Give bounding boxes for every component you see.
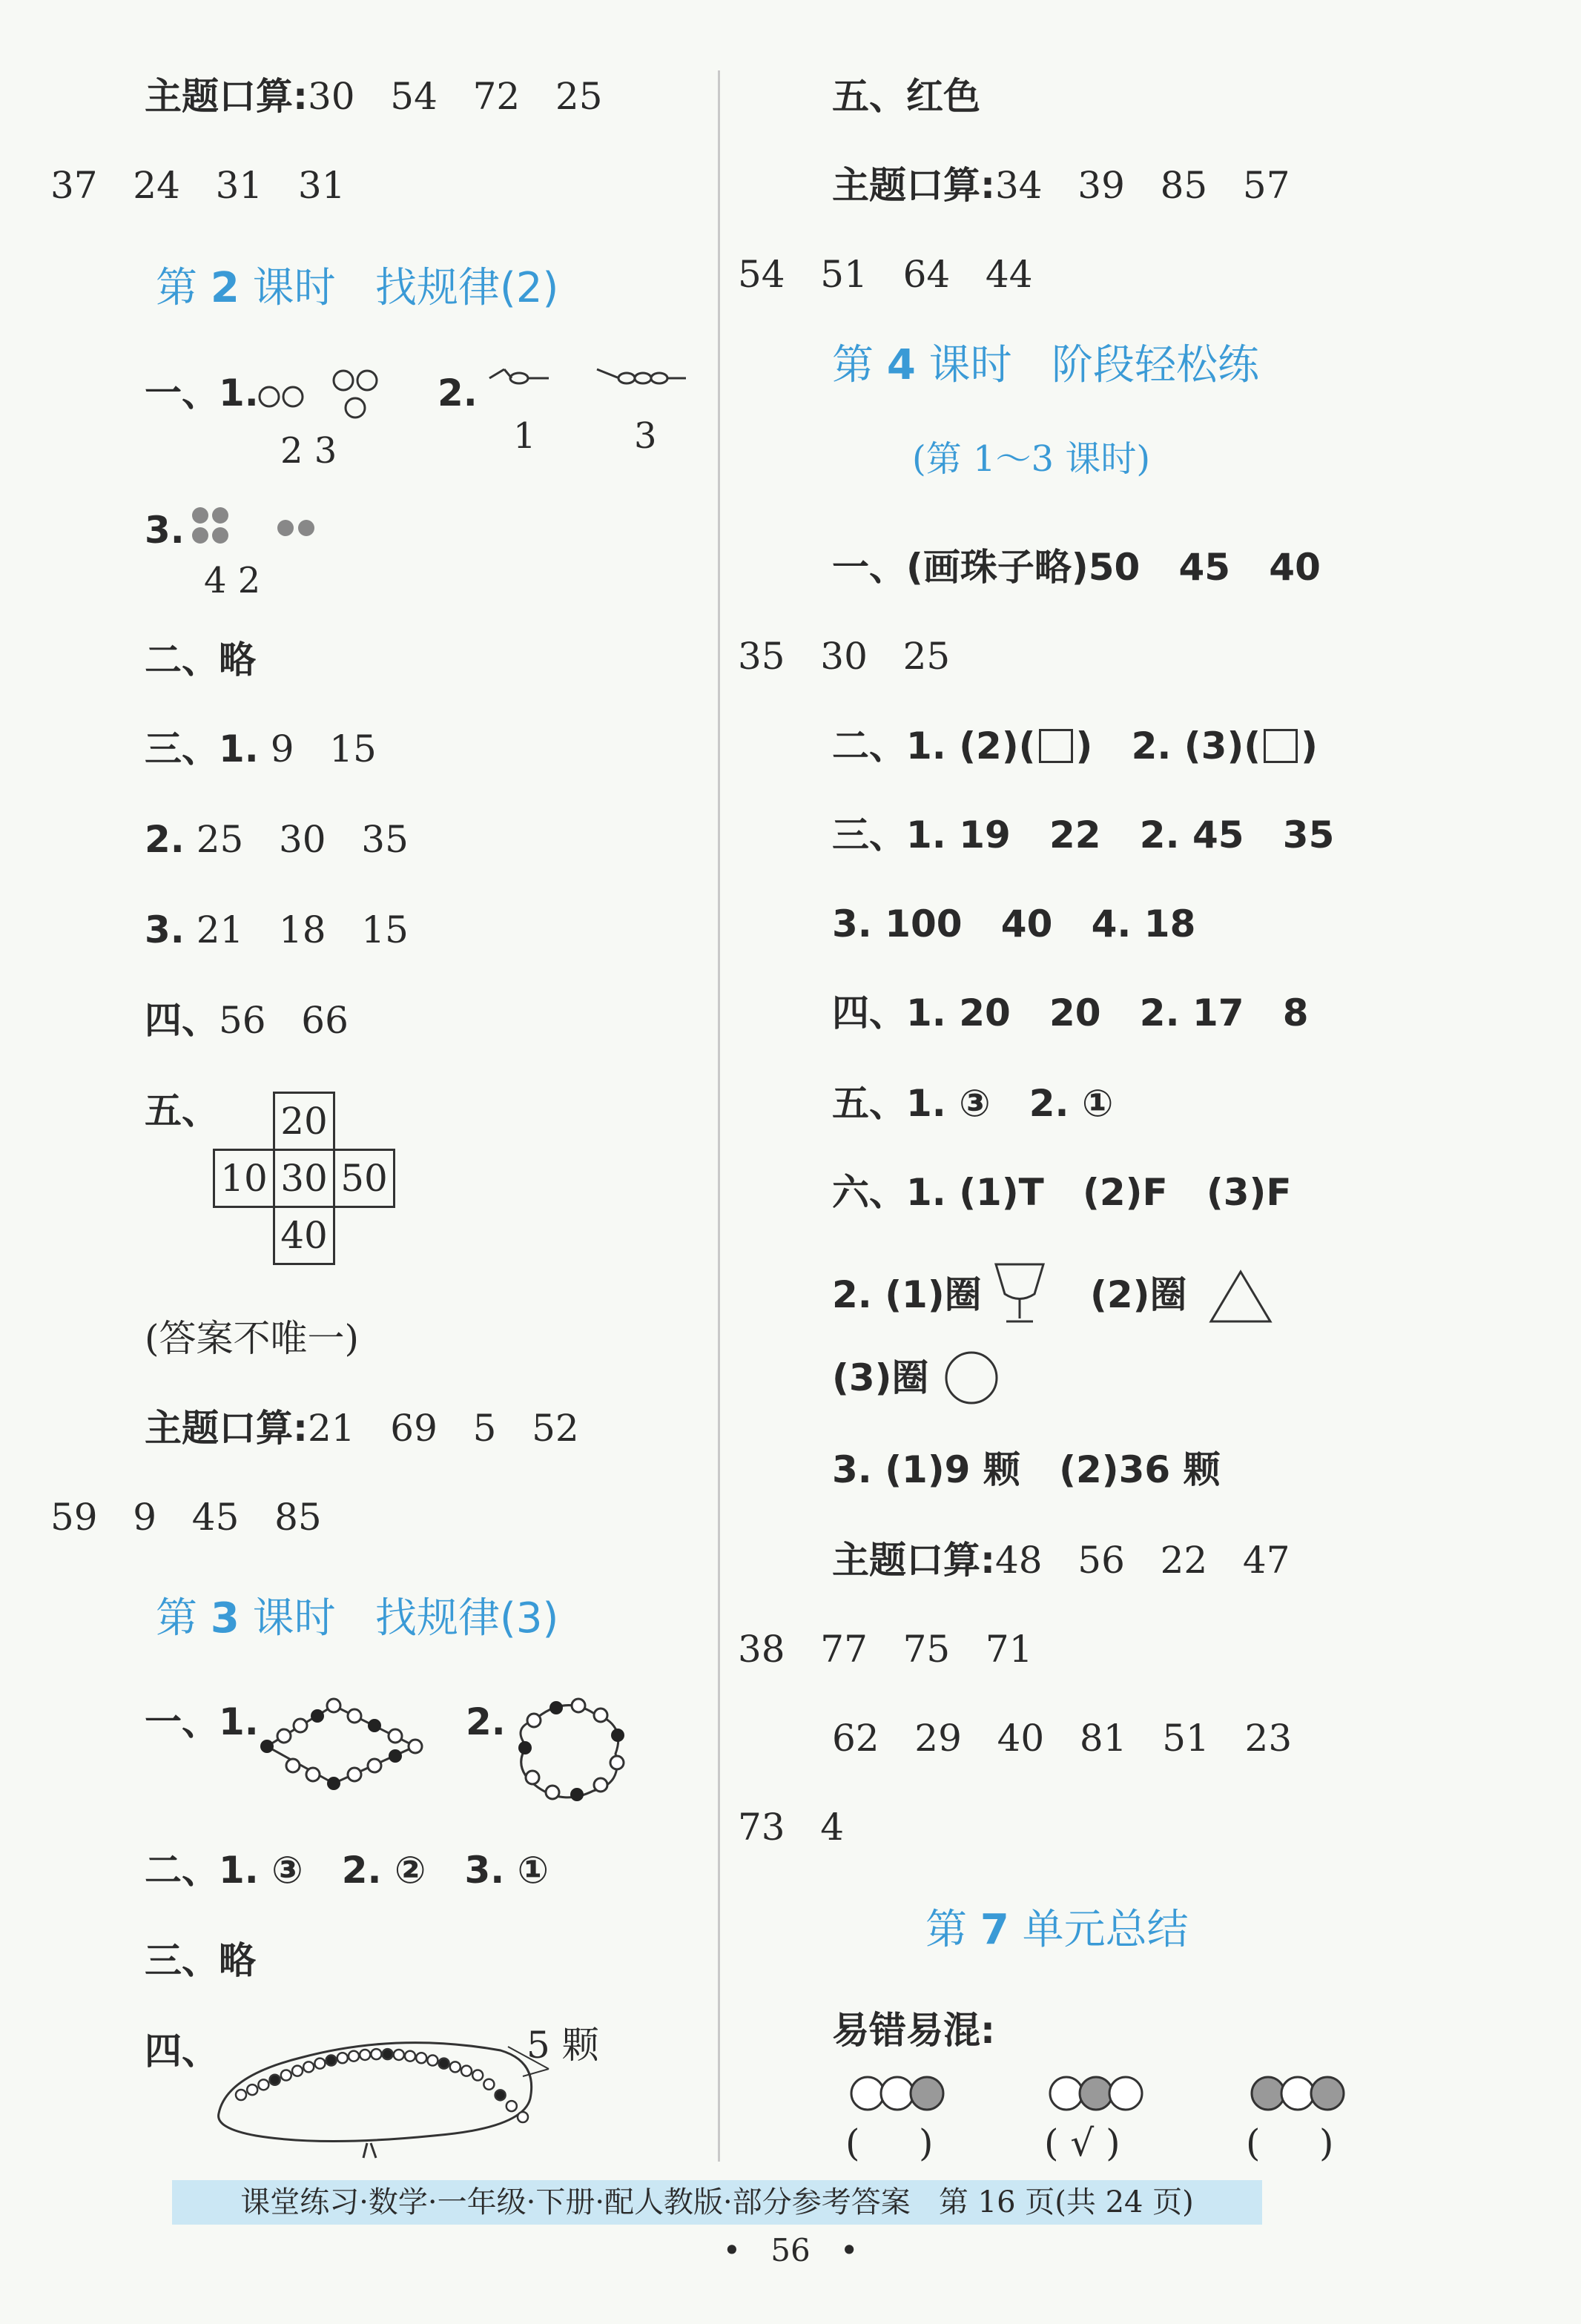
necklace-bead (303, 2061, 314, 2072)
p3-five-beads: 5 颗 (527, 2024, 599, 2067)
r-liu-4: 3. (1)9 颗 (2)36 颗 (832, 1448, 1221, 1491)
cross-left: 10 (214, 1150, 274, 1207)
footer-banner: 课堂练习·数学·一年级·下册·配人教版·部分参考答案 第 16 页(共 24 页) (172, 2180, 1262, 2225)
necklace-bead (258, 2079, 268, 2090)
necklace-bead (450, 2061, 461, 2072)
necklace-bead (337, 2053, 348, 2063)
q1-2-label: 2. (438, 372, 478, 415)
grey-dots-pattern (189, 504, 337, 556)
san-2: 2. 25 30 35 (145, 818, 409, 861)
p3-er: 二、1. ③ 2. ② 3. ① (145, 1849, 549, 1892)
necklace-bead (394, 2050, 404, 2060)
r-san-1: 三、1. 19 22 2. 45 35 (832, 813, 1335, 856)
necklace-bead (427, 2056, 438, 2066)
necklace-bead (416, 2053, 426, 2063)
section-heading-lesson-3: 第 3 课时 找规律(3) (156, 1594, 559, 1643)
goblet-icon (990, 1261, 1049, 1327)
page-number: • 56 • (722, 2232, 859, 2268)
square-icon (1264, 729, 1298, 763)
p3-san: 三、略 (145, 1939, 256, 1982)
mix-paren-2: ( √ ) (1044, 2122, 1120, 2165)
square-icon (1039, 729, 1073, 763)
p3-q2-label: 2. (466, 1700, 506, 1743)
necklace-bead (349, 2051, 359, 2061)
necklace-bead (383, 2049, 393, 2059)
q3-label: 3. (145, 509, 185, 552)
bead-necklace (211, 2024, 567, 2158)
section-heading-lesson-2: 第 2 课时 找规律(2) (156, 264, 559, 312)
necklace-bead (439, 2059, 449, 2069)
r-oral-calc-2: 54 51 64 44 (738, 253, 1033, 296)
r-liu-3: (3)圈 (832, 1356, 929, 1399)
mix-paren-3: ( ) (1246, 2122, 1334, 2165)
cross-center: 30 (274, 1150, 334, 1207)
circle-icon (942, 1348, 1001, 1407)
mix-label: 易错易混: (832, 2009, 995, 2052)
q1-label: 一、1. (145, 372, 259, 415)
answer-note: (答案不唯一) (145, 1317, 360, 1360)
necklace-bead (472, 2070, 483, 2081)
necklace-bead (270, 2075, 280, 2085)
mix-paren-1: ( ) (845, 2122, 934, 2165)
abacus-beads-icon (489, 363, 697, 408)
san-3: 3. 21 18 15 (145, 908, 409, 951)
necklace-bead (518, 2112, 528, 2122)
r-wu: 五、1. ③ 2. ① (832, 1082, 1114, 1125)
necklace-bead (405, 2051, 415, 2061)
necklace-bead (314, 2059, 325, 2069)
necklace-bead (360, 2050, 370, 2060)
r-oral-calc-1: 主题口算:34 39 85 57 (832, 164, 1290, 207)
r-liu-2b: (2)圈 (1090, 1273, 1187, 1316)
wu-label: 五、 (145, 1089, 219, 1132)
necklace-bead (483, 2079, 494, 2090)
bead-pattern-circles (256, 363, 404, 430)
q1-number-b2: 3 (634, 415, 657, 457)
necklace-bead (326, 2056, 337, 2066)
section-heading-lesson-4: 第 4 课时 阶段轻松练 (832, 341, 1259, 389)
necklace-bead (281, 2070, 291, 2081)
necklace-bead (292, 2066, 303, 2076)
r-liu-2a: 2. (1)圈 (832, 1273, 982, 1316)
q1-number-b1: 1 (513, 415, 536, 457)
r-yi-2: 35 30 25 (738, 635, 951, 678)
r-yi: 一、(画珠子略)50 45 40 (832, 546, 1321, 589)
necklace-bead (506, 2101, 517, 2111)
oral-calc-line-2: 37 24 31 31 (50, 164, 346, 207)
bead-ring-pattern (512, 1694, 630, 1806)
r-oral-calc-5: 62 29 40 81 51 23 (832, 1717, 1293, 1760)
necklace-bead (371, 2049, 381, 2059)
r-oral-calc-6: 73 4 (738, 1806, 845, 1849)
san-1: 三、1. 9 15 (145, 727, 377, 770)
r-liu: 六、1. (1)T (2)F (3)F (832, 1171, 1292, 1214)
necklace-bead (236, 2090, 246, 2100)
r-wu-red: 五、红色 (832, 75, 980, 118)
necklace-bead (247, 2084, 257, 2095)
oral-calc-values: 30 54 72 25 (308, 75, 603, 118)
section-heading-unit-7: 第 7 单元总结 (925, 1906, 1189, 1954)
r-er: 二、1. (2)( ) 2. (3)( ) (832, 724, 1318, 767)
bead-diamond-pattern (260, 1694, 423, 1783)
p3-si-label: 四、 (145, 2030, 219, 2073)
cross-top: 20 (274, 1093, 334, 1150)
q1-numbers-a: 2 3 (280, 430, 337, 472)
triangle-icon (1207, 1268, 1274, 1327)
number-cross-grid (213, 1092, 395, 1265)
oral-calc-label: 主题口算: (145, 75, 308, 118)
oral-calc-line-4: 59 9 45 85 (50, 1496, 322, 1539)
r-san-3: 3. 100 40 4. 18 (832, 902, 1196, 945)
necklace-bead (495, 2090, 506, 2100)
r-oral-calc-3: 主题口算:48 56 22 47 (832, 1539, 1290, 1582)
r-si: 四、1. 20 20 2. 17 8 (832, 991, 1309, 1034)
bead-comparison-options (845, 2073, 1379, 2117)
column-divider (718, 70, 720, 2162)
oral-calc-line-1 (145, 74, 603, 119)
oral-calc-line-3: 主题口算:21 69 5 52 (145, 1407, 579, 1450)
si: 四、56 66 (145, 999, 349, 1042)
cross-right: 50 (334, 1150, 395, 1207)
cross-bottom: 40 (274, 1207, 334, 1264)
q3-numbers: 4 2 (204, 560, 261, 601)
r-oral-calc-4: 38 77 75 71 (738, 1628, 1033, 1671)
section-er: 二、略 (145, 638, 256, 681)
necklace-bead (461, 2066, 472, 2076)
section-subheading: (第 1～3 课时) (912, 438, 1151, 480)
p3-q1-label: 一、1. (145, 1700, 259, 1743)
